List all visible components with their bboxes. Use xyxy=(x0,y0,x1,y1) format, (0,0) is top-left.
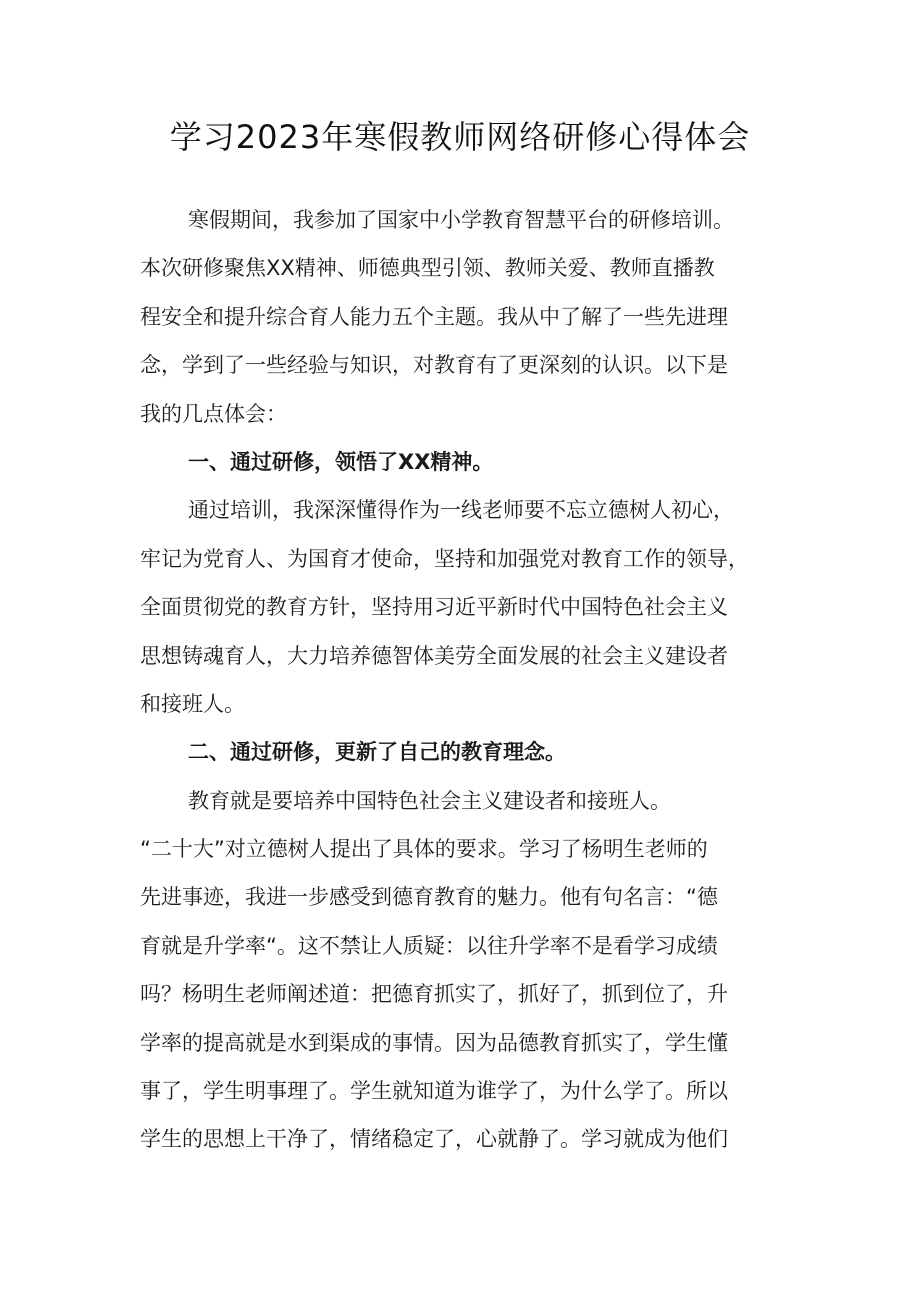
paragraph-line: 吗？杨明生老师阐述道：把德育抓实了，抓好了，抓到位了，升 xyxy=(140,982,728,1007)
paragraph-line: 事了，学生明事理了。学生就知道为谁学了，为什么学了。所以 xyxy=(140,1079,728,1104)
section-heading: 二、通过研修，更新了自己的教育理念。 xyxy=(188,740,566,765)
paragraph-line: 思想铸魂育人，大力培养德智体美劳全面发展的社会主义建设者 xyxy=(140,643,728,668)
paragraph-line: 程安全和提升综合育人能力五个主题。我从中了解了一些先进理 xyxy=(140,304,728,329)
paragraph-line: 我的几点体会： xyxy=(140,401,287,426)
document-title: 学习2023年寒假教师网络研修心得体会 xyxy=(169,118,751,156)
paragraph-line: 全面贯彻党的教育方针，坚持用习近平新时代中国特色社会主义 xyxy=(140,595,728,620)
paragraph-line: 学率的提高就是水到渠成的事情。因为品德教育抓实了，学生懂 xyxy=(140,1030,728,1055)
paragraph-line: 念，学到了一些经验与知识，对教育有了更深刻的认识。以下是 xyxy=(140,353,728,378)
paragraph-line: 育就是升学率“。这不禁让人质疑：以往升学率不是看学习成绩 xyxy=(140,933,718,958)
paragraph-line: 牢记为党育人、为国育才使命，坚持和加强党对教育工作的领导， xyxy=(140,546,749,571)
paragraph-line: 寒假期间，我参加了国家中小学教育智慧平台的研修培训。 xyxy=(188,208,734,232)
paragraph-line: 和接班人。 xyxy=(140,691,245,716)
paragraph-line: 教育就是要培养中国特色社会主义建设者和接班人。 xyxy=(188,788,671,813)
paragraph-line: 先进事迹，我进一步感受到德育教育的魅力。他有句名言：“德 xyxy=(140,885,718,910)
paragraph-line: “二十大”对立德树人提出了具体的要求。学习了杨明生老师的 xyxy=(140,837,708,862)
paragraph-line: 学生的思想上干净了，情绪稳定了，心就静了。学习就成为他们 xyxy=(140,1127,728,1152)
document-body xyxy=(140,196,792,1164)
paragraph-line: 通过培训，我深深懂得作为一线老师要不忘立德树人初心， xyxy=(188,498,734,523)
section-heading: 一、通过研修，领悟了XX精神。 xyxy=(188,449,494,474)
paragraph-line: 本次研修聚焦XX精神、师德典型引领、教师关爱、教师直播教 xyxy=(140,256,715,281)
